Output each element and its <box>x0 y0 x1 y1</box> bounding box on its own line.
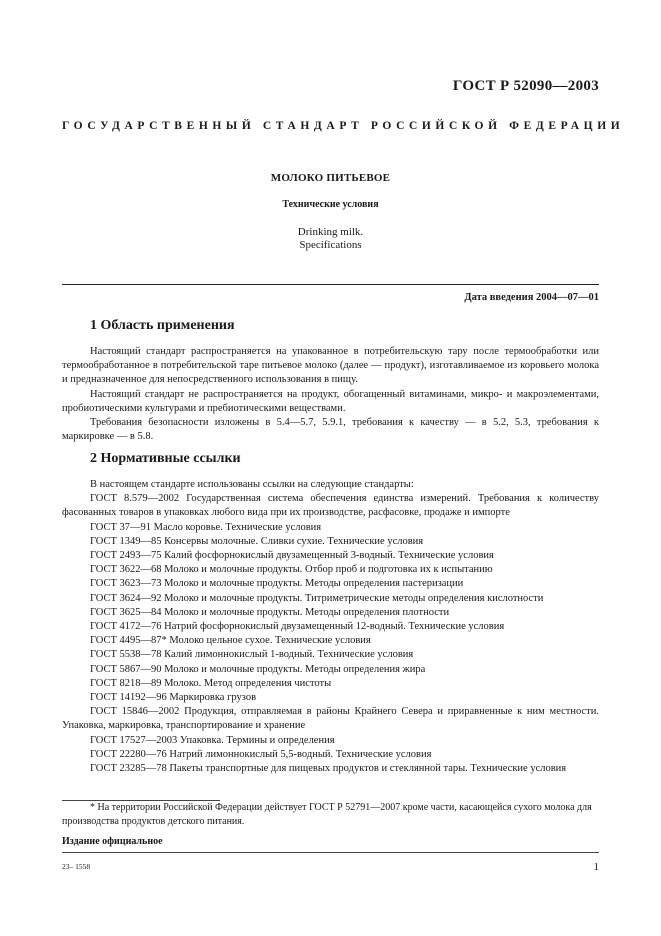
reference-item: ГОСТ 5867—90 Молоко и молочные продукты. Методы определения жира <box>90 663 426 675</box>
page-number: 1 <box>593 861 599 873</box>
reference-item: ГОСТ 14192—96 Маркировка грузов <box>90 692 257 704</box>
reference-item: ГОСТ 3625—84 Молоко и молочные продукты. Методы определения плотности <box>90 606 450 618</box>
footer-divider <box>62 852 599 853</box>
paragraph: Требования безопасности изложены в 5.4—5.7, 5.9.1, требования к качеству — в 5.2, 5.3, требования к маркировке — в 5.8. <box>62 417 599 443</box>
reference-item: ГОСТ 3622—68 Молоко и молочные продукты. Отбор проб и подготовка их к испытанию <box>90 564 493 576</box>
reference-item: ГОСТ 4495—87* Молоко цельное сухое. Технические условия <box>90 635 371 647</box>
paragraph: Настоящий стандарт не распространяется на продукт, обогащенный витаминами, микро- и макроэлементами, пробиотическими культурами и пребиотическими веществами. <box>62 388 599 414</box>
document-subtitle: Технические условия <box>282 199 379 210</box>
print-code: 23– 1558 <box>62 862 91 871</box>
reference-item: ГОСТ 15846—2002 Продукция, отправляемая в районы Крайнего Севера и приравненные к ним местности. Упаковка, маркировка, транспортирование и хранение <box>62 706 599 732</box>
section-2-heading: 2 Нормативные ссылки <box>90 451 241 466</box>
reference-item: ГОСТ 1349—85 Консервы молочные. Сливки сухие. Технические условия <box>90 535 424 547</box>
header-divider <box>62 284 599 285</box>
paragraph: Настоящий стандарт распространяется на упакованное в потребительскую тару после термообработки или термообработанное в потребительской таре питьевое молоко (далее — продукт), изготавливаемое из коровьего молока и предназначенное для непосредственного использования в пищу. <box>62 346 599 386</box>
state-standard-heading: ГОСУДАРСТВЕННЫЙ СТАНДАРТ РОССИЙСКОЙ ФЕДЕРАЦИИ <box>62 120 625 132</box>
reference-item: ГОСТ 22280—76 Натрий лимоннокислый 5,5-водный. Технические условия <box>90 748 432 760</box>
reference-item: ГОСТ 23285—78 Пакеты транспортные для пищевых продуктов и стеклянной тары. Технические условия <box>90 763 567 775</box>
reference-item: ГОСТ 4172—76 Натрий фосфорнокислый двузамещенный 12-водный. Технические условия <box>90 621 505 633</box>
official-edition-label: Издание официальное <box>62 836 163 847</box>
paragraph: В настоящем стандарте использованы ссылки на следующие стандарты: <box>90 479 414 490</box>
english-title-line-2: Specifications <box>299 239 362 251</box>
footnote-text: * На территории Российской Федерации действует ГОСТ Р 52791—2007 кроме части, касающейся сухого молока для производства продуктов детского питания. <box>62 802 592 827</box>
document-title: МОЛОКО ПИТЬЕВОЕ <box>270 172 391 184</box>
reference-item: ГОСТ 2493—75 Калий фосфорнокислый двузамещенный 3-водный. Технические условия <box>90 550 494 562</box>
gost-number: ГОСТ Р 52090—2003 <box>452 78 599 94</box>
section-1-heading: 1 Область применения <box>90 318 235 333</box>
reference-item: ГОСТ 5538—78 Калий лимоннокислый 1-водный. Технические условия <box>90 649 414 661</box>
footnote <box>62 801 599 829</box>
reference-item: ГОСТ 3623—73 Молоко и молочные продукты. Методы определения пастеризации <box>90 578 464 590</box>
reference-item: ГОСТ 17527—2003 Упаковка. Термины и определения <box>90 734 335 746</box>
reference-item: ГОСТ 8218—89 Молоко. Метод определения чистоты <box>90 677 332 689</box>
english-title-line-1: Drinking milk. <box>297 226 364 238</box>
introduction-date: Дата введения 2004—07—01 <box>464 292 599 303</box>
section-1-body <box>62 345 599 444</box>
reference-item: ГОСТ 37—91 Масло коровье. Технические условия <box>90 521 322 533</box>
reference-item: ГОСТ 3624—92 Молоко и молочные продукты. Титриметрические методы определения кислотности <box>90 592 544 604</box>
reference-item: ГОСТ 8.579—2002 Государственная система обеспечения единства измерений. Требования к количеству фасованных товаров в упаковках любого вида при их производстве, расфасовке, продаже и импорте <box>62 493 599 519</box>
section-2-body <box>62 478 599 776</box>
